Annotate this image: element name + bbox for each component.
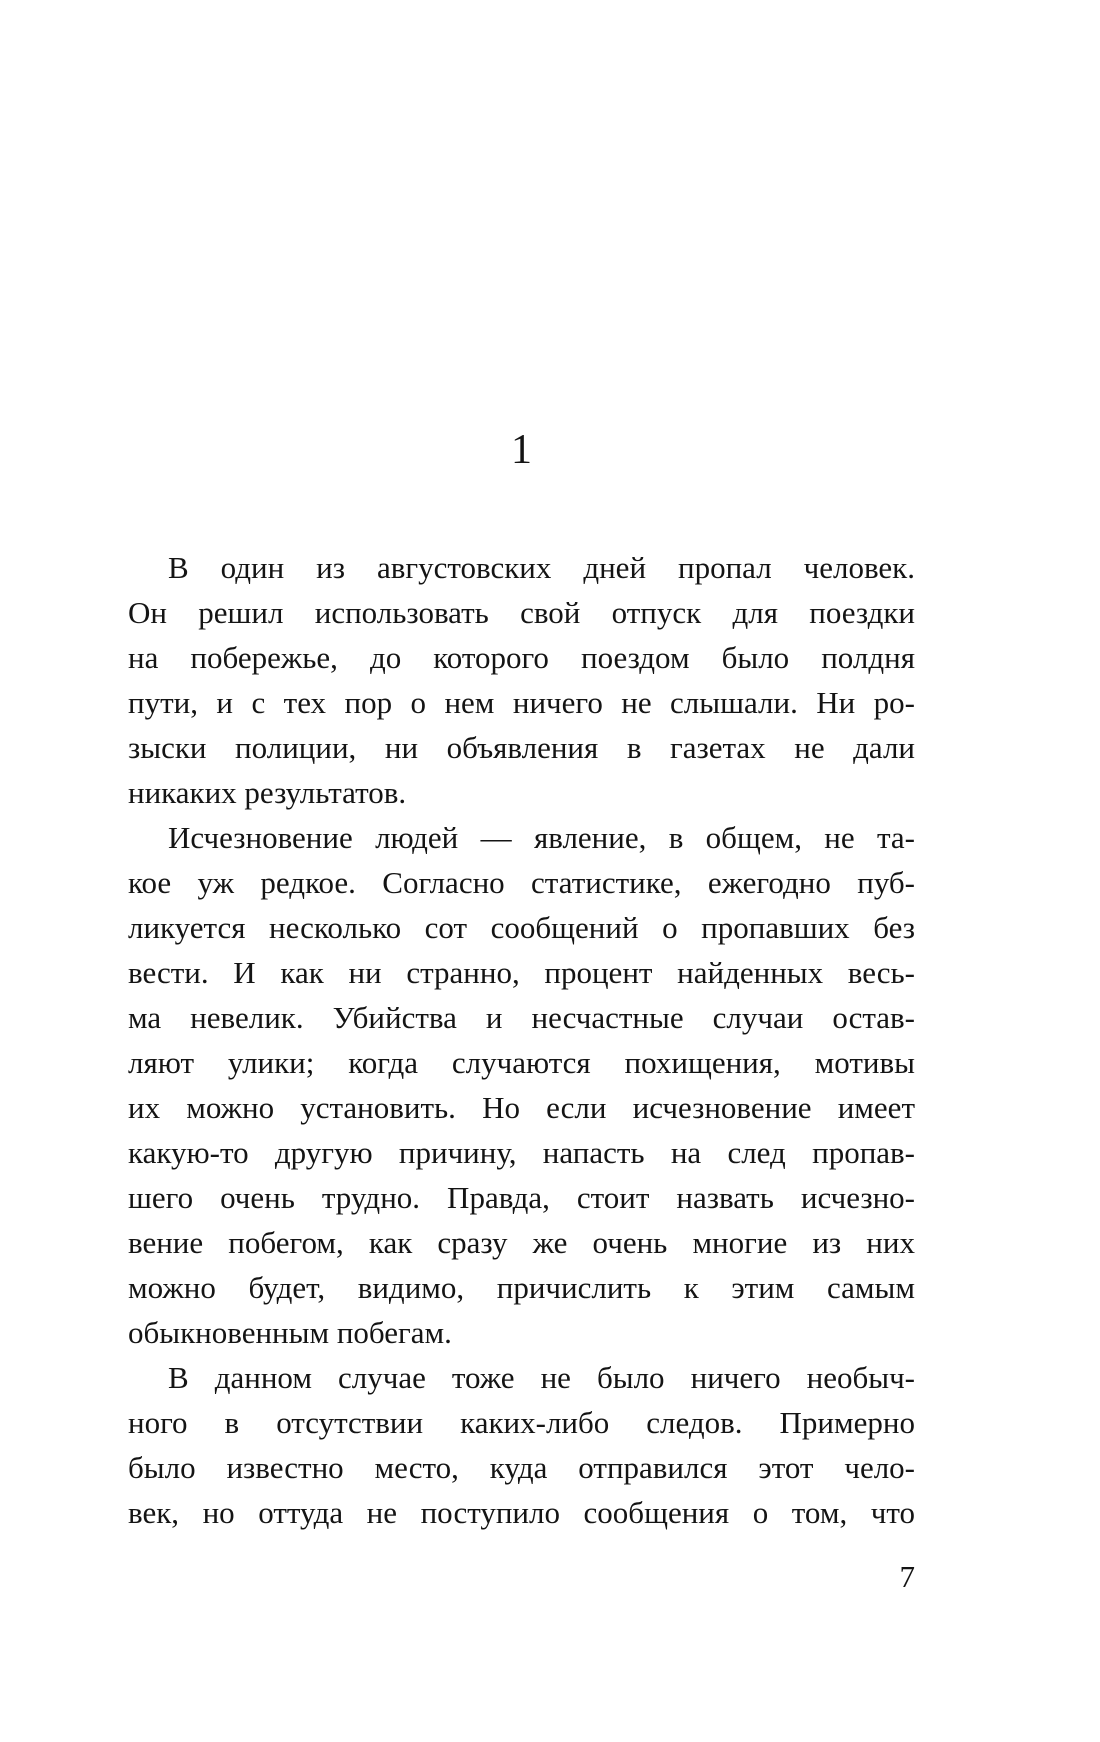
- text-line: В один из августовских дней пропал человек.: [168, 550, 915, 585]
- text-line: ликуется несколько сот сообщений о пропавших без: [128, 910, 915, 945]
- text-line: Он решил использовать свой отпуск для поездки: [128, 595, 915, 630]
- page-number: 7: [899, 1559, 915, 1594]
- text-line: вести. И как ни странно, процент найденных весь-: [128, 955, 915, 990]
- text-line: никаких результатов.: [128, 775, 407, 810]
- text-line: зыски полиции, ни объявления в газетах не дали: [128, 730, 915, 765]
- text-line: было известно место, куда отправился этот чело-: [128, 1450, 915, 1485]
- text-line: какую-то другую причину, напасть на след пропав-: [128, 1135, 915, 1170]
- text-line: пути, и с тех пор о нем ничего не слышали. Ни ро-: [128, 685, 915, 720]
- text-line: можно будет, видимо, причислить к этим самым: [128, 1270, 915, 1305]
- text-line: Исчезновение людей — явление, в общем, не та-: [168, 820, 915, 855]
- paragraph: [128, 545, 915, 815]
- text-line: век, но оттуда не поступило сообщения о том, что: [128, 1495, 915, 1530]
- text-line: на побережье, до которого поездом было полдня: [128, 640, 915, 675]
- text-line: обыкновенным побегам.: [128, 1315, 452, 1350]
- text-line: ляют улики; когда случаются похищения, мотивы: [128, 1045, 915, 1080]
- text-line: вение побегом, как сразу же очень многие из них: [128, 1225, 915, 1260]
- text-line: ного в отсутствии каких-либо следов. Примерно: [128, 1405, 915, 1440]
- text-line: В данном случае тоже не было ничего необыч-: [168, 1360, 915, 1395]
- text-line: кое уж редкое. Согласно статистике, ежегодно пуб-: [128, 865, 915, 900]
- page-text: [128, 545, 915, 1535]
- text-line: ма невелик. Убийства и несчастные случаи остав-: [128, 1000, 915, 1035]
- chapter-number: 1: [511, 427, 532, 473]
- text-line: шего очень трудно. Правда, стоит назвать исчезно-: [128, 1180, 915, 1215]
- text-line: их можно установить. Но если исчезновение имеет: [128, 1090, 915, 1125]
- paragraph: [128, 1355, 915, 1535]
- paragraph: [128, 815, 915, 1355]
